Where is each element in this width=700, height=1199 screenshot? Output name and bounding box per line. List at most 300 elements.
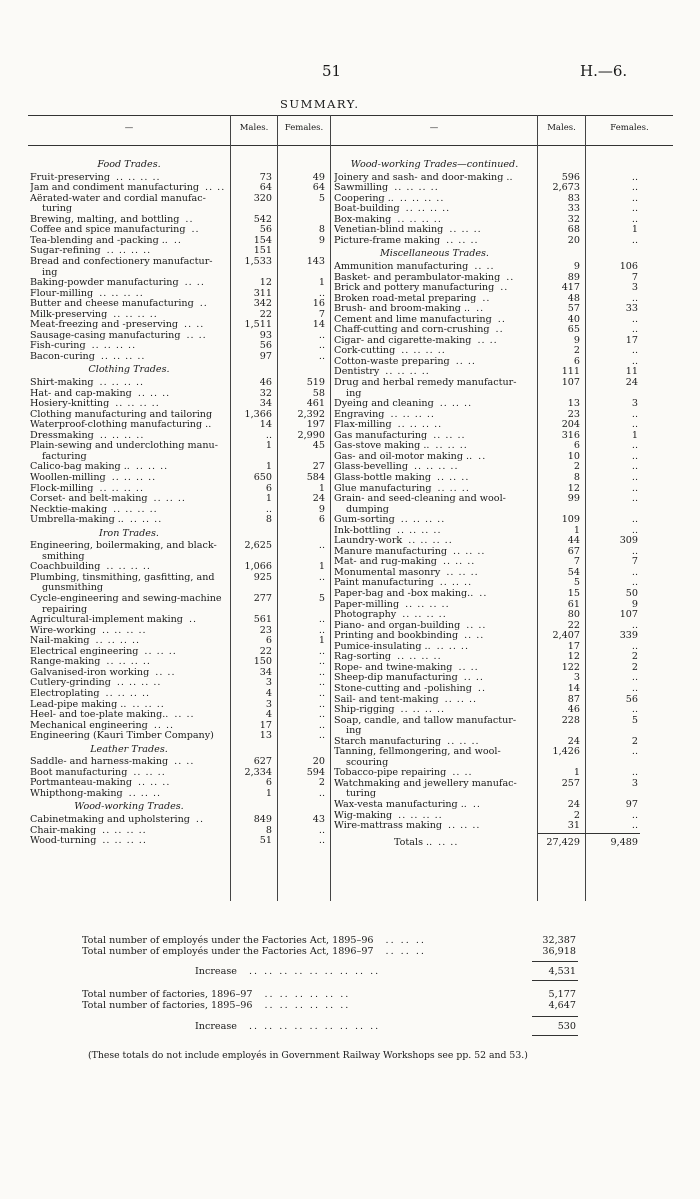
females-value: 1 [631,224,638,236]
females-value: 64 [312,182,325,194]
table-row [334,778,640,789]
females-value: 58 [312,387,325,399]
table-row [334,366,640,377]
leader-dots: .. .. [452,767,473,779]
males-value: 5 [573,577,580,589]
females-value: .. [631,704,638,716]
trade-name: Ink-bottling [334,524,391,536]
table-row [30,677,328,688]
leader-dots: .. .. .. [439,577,473,589]
females-value: .. [318,687,325,699]
table-row [30,298,328,309]
table-row [30,667,328,678]
males-value: 51 [259,835,272,847]
leader-dots: .. .. [155,666,176,678]
section-heading: Leather Trades. [90,743,168,755]
trade-label [30,777,226,788]
females-value: 143 [306,255,325,267]
males-value: 561 [253,614,272,626]
leader-dots: .. .. .. .. .. .. [264,989,351,1000]
trade-name: Cotton-waste preparing [334,355,450,367]
males-value: 111 [561,366,580,378]
trade-name: Necktie-making [30,503,108,515]
males-value: 122 [561,661,580,673]
males-value: 6 [265,482,272,494]
trade-label [30,835,226,846]
table-row [334,440,640,451]
females-value: .. [318,287,325,299]
trade-name: Chair-making [30,824,97,836]
leader-dots: .. .. .. [439,398,473,410]
trade-name: Stone-cutting and -polishing [334,682,472,694]
trade-name: Bread and confectionery manufactur- [30,255,213,267]
males-value: 65 [567,324,580,336]
females-value: .. [631,292,638,304]
males-value: 9 [573,260,580,272]
trade-label [334,599,533,610]
trade-name: Fruit-preserving [30,171,110,183]
males-value: 1,426 [552,746,580,758]
males-value: 8 [573,471,580,483]
trade-name: Aërated-water and cordial manufac- [30,192,206,204]
trade-label [30,351,226,362]
trade-label [334,620,533,631]
trade-name: Boat-building [334,203,400,215]
females-value: .. [631,213,638,225]
leader-dots: .. [478,450,487,462]
leader-dots: .. .. .. .. .. .. [264,1000,351,1011]
trade-label [334,193,533,204]
trade-label [30,677,226,688]
section-heading: Food Trades. [97,159,161,170]
leader-dots: .. [500,282,509,294]
trade-name: Rag-sorting [334,651,392,663]
table-row [334,261,640,272]
leader-dots: .. .. .. .. [99,287,144,299]
males-value: 8 [265,514,272,526]
trade-label [334,577,533,588]
table-row [334,335,640,346]
males-value: 542 [253,213,272,225]
table-row [30,377,328,388]
table-row [334,588,640,599]
females-value: .. [318,677,325,689]
males-value: 6 [265,635,272,647]
table-row [30,604,328,615]
table-row [334,398,640,409]
leader-dots: .. .. .. .. [385,366,430,378]
males-value: 40 [567,313,580,325]
leader-dots: .. .. [477,334,498,346]
males-value: 417 [561,282,580,294]
table-row [334,525,640,536]
males-value: 64 [259,182,272,194]
females-value: 14 [312,319,325,331]
leader-dots: .. .. .. [435,440,468,452]
table-row [334,282,640,293]
table-row [30,720,328,731]
trade-label [334,546,533,557]
left-males-header: Males. [239,123,269,133]
table-row [30,224,328,235]
trade-name: Brewing, malting, and bottling [30,213,180,225]
trade-name: Coffee and spice manufacturing [30,224,186,236]
total-row [82,1000,600,1012]
table-row [334,514,640,525]
females-value: 9 [631,598,638,610]
females-value: .. [631,182,638,194]
leader-dots: .. .. [458,661,479,673]
leader-dots: .. .. .. .. [105,687,151,699]
males-value: 3 [265,677,272,689]
trade-name: facturing [42,450,87,462]
trade-name: Electrical engineering [30,645,139,657]
trade-label [334,314,533,325]
table-row [30,472,328,483]
leader-dots: .. .. .. [135,461,169,473]
total-value: 36,918 [542,946,576,957]
females-value: 2,990 [297,429,325,441]
females-value: .. [631,313,638,325]
males-value: 24 [567,799,580,810]
males-value: 14 [259,419,272,431]
females-value: 1 [318,277,325,289]
trade-name: Brush- and broom-making .. [334,303,471,315]
trade-name: Meat-freezing and -preserving [30,319,179,331]
table-row [334,193,640,204]
trade-name: Portmanteau-making [30,777,132,789]
leader-dots: .. .. .. .. [390,408,435,420]
leader-dots: .. .. .. .. [116,677,162,689]
males-value: 1 [573,767,580,779]
trade-label [334,235,533,246]
table-row [334,599,640,610]
total-value: 32,387 [542,935,576,946]
trade-label [30,814,226,825]
table-row [30,256,328,267]
females-value: 33 [625,303,638,315]
trade-label [30,193,226,204]
leader-dots: .. .. .. .. [401,345,446,357]
females-value: 50 [625,588,638,599]
table-row [334,451,640,462]
table-row [30,635,328,646]
leader-dots: .. .. .. .. [396,524,442,536]
males-value: 83 [567,192,580,204]
section-heading: Wood-working Trades—continued. [350,159,519,170]
trade-label [334,567,533,578]
males-value: 22 [259,308,272,320]
table-row [30,493,328,504]
trade-label [334,694,533,705]
females-value: 519 [306,377,325,388]
table-row [334,535,640,546]
females-value: 16 [312,298,325,310]
leader-dots: .. .. [466,619,487,631]
males-value: 1 [265,461,272,473]
females-value: .. [631,324,638,336]
males-value: 150 [253,656,272,668]
females-value: 2 [318,777,325,789]
leader-dots: .. [506,271,515,283]
trade-name: Sugar-refining [30,245,101,257]
table-row [334,736,640,747]
leader-dots: .. .. .. .. [116,171,161,183]
leader-dots: .. .. .. .. [405,598,450,610]
table-row [30,625,328,636]
table-row [30,203,328,214]
trade-name: Gum-sorting [334,514,395,526]
leader-dots: .. .. .. .. [115,398,160,410]
table-row [30,709,328,720]
females-value: .. [631,171,638,183]
leader-dots: .. .. .. [448,820,481,832]
trade-label [30,504,226,515]
trade-name: Coopering .. [334,192,394,204]
males-value: 87 [567,693,580,705]
females-value: 2 [631,661,638,673]
leader-dots: .. .. .. [137,777,171,789]
males-value: 6 [265,777,272,789]
footnote: (These totals do not include employés in Government Railway Workshops see pp. 52 and 53.) [88,1050,528,1061]
leader-dots: .. .. .. .. [100,350,146,362]
totals-label [394,837,533,848]
females-value: 106 [619,260,638,272]
table-row [334,567,640,578]
table-row [334,182,640,193]
trade-name: Hosiery-knitting [30,398,110,410]
males-value: 93 [259,329,272,341]
table-row [30,767,328,778]
trade-label [30,319,226,330]
trade-name: Mechanical engineering [30,719,148,731]
females-value: 8 [318,224,325,236]
table-row [30,388,328,399]
females-value: .. [631,640,638,652]
trade-name: Nail-making [30,635,90,647]
trade-name: Corset- and belt-making [30,493,148,505]
males-value: .. [265,503,272,515]
trade-name: Hat- and cap-making [30,387,132,399]
total-label: Increase [195,1021,237,1032]
trade-label [30,540,226,551]
left-females-header: Females. [284,123,324,133]
table-row [334,419,640,430]
leader-dots: .. .. .. [436,640,470,652]
trade-name: Starch manufacturing [334,735,442,747]
trade-label [346,757,533,768]
males-value: 151 [253,245,272,257]
table-row [334,303,640,314]
males-value: 22 [259,645,272,657]
leader-dots: .. [479,588,488,599]
trade-name: Electroplating [30,687,100,699]
trade-name: Joinery and sash- and door-making .. [334,171,513,183]
males-value: 73 [259,171,272,183]
females-value: 17 [625,334,638,346]
leader-dots: .. .. .. .. [91,340,137,352]
increase-rule [532,980,578,981]
females-value: .. [631,419,638,431]
trade-name: Photography [334,609,397,621]
trade-name: turing [42,203,73,215]
males-value: 2,334 [244,766,272,778]
trade-name: Venetian-blind making [334,224,444,236]
trade-name: Butter and cheese manufacturing [30,298,194,310]
trade-name: Coachbuilding [30,561,101,573]
females-value: 2,392 [297,408,325,420]
females-value: 6 [318,514,325,526]
leader-dots: .. [482,292,491,304]
table-row [334,377,640,388]
males-value: 3 [573,672,580,684]
trade-name: scouring [346,756,389,768]
trade-label [30,720,226,731]
males-value: .. [265,429,272,441]
males-value: 2,625 [244,540,272,552]
table-row [30,351,328,362]
males-value: 596 [561,171,580,183]
table-row [334,683,640,694]
trade-name: Laundry-work [334,535,403,547]
table-row [334,235,640,246]
table-row [334,546,640,557]
males-value: 32 [567,213,580,225]
leader-dots: .. .. .. .. [405,203,451,215]
trade-name: Broken road-metal preparing [334,292,477,304]
females-value: .. [631,577,638,589]
trade-label [30,461,226,472]
females-value: 5 [631,714,638,726]
males-value: 12 [567,482,580,494]
trade-label [334,630,533,641]
increase-rule [532,1035,578,1036]
trade-label [334,377,533,388]
leader-dots: .. .. .. .. [102,835,147,847]
males-value: 2 [573,809,580,821]
females-value: .. [318,709,325,721]
trade-name: Wood-turning [30,835,97,847]
females-value: 1 [318,561,325,573]
table-row [30,582,328,593]
table-row [30,561,328,572]
table-row [334,694,640,705]
females-value: .. [631,355,638,367]
document-reference: H.—6. [580,62,628,80]
table-row [30,730,328,741]
females-value: .. [631,820,638,832]
trade-label [334,451,533,462]
trade-label [30,699,226,710]
trade-name: Ammunition manufacturing [334,260,469,272]
males-value: 650 [253,471,272,483]
males-value: 68 [567,224,580,236]
increase-rule [532,961,578,962]
table-row [30,572,328,583]
males-value: 2 [573,345,580,357]
males-value: 15 [567,588,580,599]
trade-label [334,662,533,673]
trade-name: dumping [346,503,389,515]
table-row [30,646,328,657]
table-row [30,825,328,836]
leader-dots: .. [476,303,485,315]
trade-label [334,272,533,283]
females-value: .. [318,645,325,657]
trade-label [334,641,533,652]
trade-label [346,725,533,736]
trade-label [42,451,226,462]
trade-name: Clothing manufacturing and tailoring [30,408,213,420]
totals-row [334,837,640,848]
males-value: 12 [259,277,272,289]
males-value: 316 [561,429,580,441]
trade-label [30,330,226,341]
males-value: 48 [567,292,580,304]
trade-name: Plain-sewing and underclothing manu- [30,440,218,452]
leader-dots: .. .. .. .. [400,704,446,716]
females-value: .. [631,203,638,215]
table-row [30,514,328,525]
trade-name: Cabinetmaking and upholstering [30,814,190,825]
trade-label [30,614,226,625]
females-value: .. [318,571,325,583]
trade-label [334,820,533,831]
leader-dots: .. .. .. [132,698,165,710]
trade-label [346,388,533,399]
females-value: .. [631,545,638,557]
total-row [82,946,600,958]
table-row [334,767,640,778]
total-value: 4,647 [548,1000,576,1011]
males-value: 204 [561,419,580,431]
trade-label [30,625,226,636]
leader-dots: .. .. .. .. [397,651,442,663]
males-value: 320 [253,192,272,204]
leader-dots: .. .. .. .. [394,182,439,194]
table-row [334,577,640,588]
table-row [30,593,328,604]
leader-dots: .. .. .. [444,693,478,705]
trade-name: Fish-curing [30,340,86,352]
males-value: 31 [567,820,580,832]
trade-label [334,672,533,683]
leader-dots: .. .. .. .. .. .. .. .. .. [248,1021,381,1032]
males-value: 32 [259,387,272,399]
trade-label [30,656,226,667]
females-value: 3 [631,398,638,410]
males-value: 80 [567,609,580,621]
females-value: .. [318,624,325,636]
trade-label [334,799,533,810]
leader-dots: .. .. [184,319,205,331]
trade-name: Umbrella-making .. [30,514,124,526]
leader-dots: .. .. .. [153,493,186,505]
trade-name: ing [346,725,362,737]
males-value: 17 [567,640,580,652]
table-row [30,398,328,409]
leader-dots: .. .. .. [128,787,162,799]
males-value: 1,511 [244,319,272,331]
trade-label [334,172,533,183]
leader-dots: .. .. [153,719,175,731]
trade-name: Tanning, fellmongering, and wool- [334,746,501,758]
right-females-header: Females. [610,123,649,133]
table-row [30,440,328,451]
table-row [30,688,328,699]
trade-name: Rope- and twine-making [334,661,453,673]
leader-dots: .. .. [474,260,495,272]
